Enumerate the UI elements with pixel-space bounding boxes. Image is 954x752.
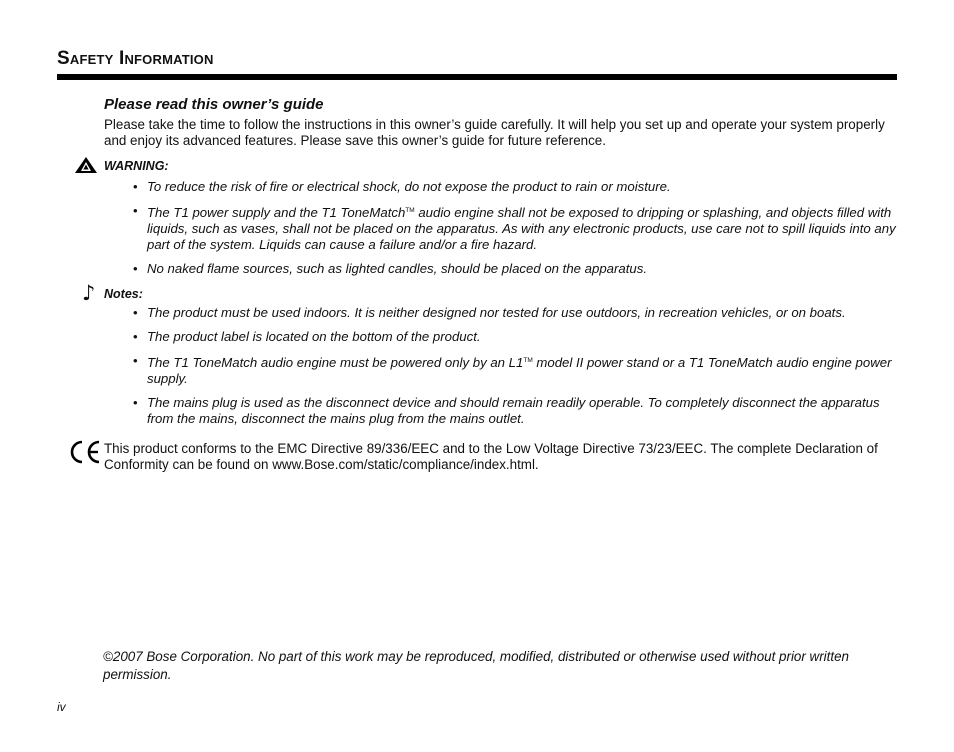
music-note-icon: ♪ [82, 281, 96, 305]
list-item [104, 395, 896, 427]
page-title: Safety Information [57, 48, 214, 69]
bullet-dot: • [133, 203, 138, 218]
list-item-text: The product label is located on the bottom of the product. [147, 329, 481, 344]
notes-list [104, 305, 896, 427]
trademark-mark: TM [523, 357, 533, 364]
list-item-text: model II power stand or a T1 ToneMatch audio engine power supply. [147, 355, 892, 386]
bullet-dot: • [133, 305, 138, 320]
list-item [104, 203, 896, 253]
list-item [104, 353, 896, 387]
list-item-text: The product must be used indoors. It is neither designed nor tested for use outdoors, in recreation vehicles, or on boats. [147, 305, 846, 320]
compliance-text: This product conforms to the EMC Directive 89/336/EEC and to the Low Voltage Directive 73/23/EEC. The complete Declaration of Conformity can be found on www.Bose.com/static/compliance/index.html. [104, 441, 878, 472]
title-rule [57, 74, 897, 80]
bullet-dot: • [133, 261, 138, 276]
intro-heading: Please read this owner’s guide [104, 96, 324, 113]
ce-mark-icon [68, 438, 102, 466]
bullet-dot: • [133, 329, 138, 344]
list-item [104, 305, 896, 321]
trademark-mark: TM [405, 207, 415, 214]
list-item [104, 179, 896, 195]
list-item-text: The T1 ToneMatch audio engine must be powered only by an L1 [147, 355, 524, 370]
page-number: iv [57, 700, 66, 714]
warning-triangle-icon [74, 156, 98, 174]
compliance-block [104, 441, 896, 473]
list-item-text: The T1 power supply and the T1 ToneMatch [147, 205, 406, 220]
bullet-dot: • [133, 179, 138, 194]
list-item-text: To reduce the risk of fire or electrical shock, do not expose the product to rain or moisture. [147, 179, 671, 194]
notes-label: Notes: [104, 287, 143, 301]
list-item-text: No naked flame sources, such as lighted candles, should be placed on the apparatus. [147, 261, 647, 276]
warning-heading [104, 157, 896, 175]
list-item-text: audio engine shall not be exposed to dripping or splashing, and objects filled with liquids, such as vases, shall not be placed on the apparatus. As with any electronic products, use care not to spill liquids into any part of the system. Liquids can cause a failure and/or a fire hazard. [147, 205, 896, 252]
copyright-notice: ©2007 Bose Corporation. No part of this work may be reproduced, modified, distributed or otherwise used without prior written permission. [103, 649, 849, 682]
warning-label: WARNING: [104, 159, 169, 173]
notes-heading [82, 281, 896, 305]
bullet-dot: • [133, 395, 138, 410]
bullet-dot: • [133, 353, 138, 368]
list-item-text: The mains plug is used as the disconnect device and should remain readily operable. To completely disconnect the apparatus from the mains, disconnect the mains plug from the mains outlet. [147, 395, 880, 426]
intro-paragraph: Please take the time to follow the instructions in this owner’s guide carefully. It will help you set up and operate your system properly and enjoy its advanced features. Please save this owner’s guide for future reference. [104, 117, 885, 148]
main-content [82, 96, 896, 473]
list-item [104, 261, 896, 277]
list-item [104, 329, 896, 345]
warning-list [104, 179, 896, 277]
